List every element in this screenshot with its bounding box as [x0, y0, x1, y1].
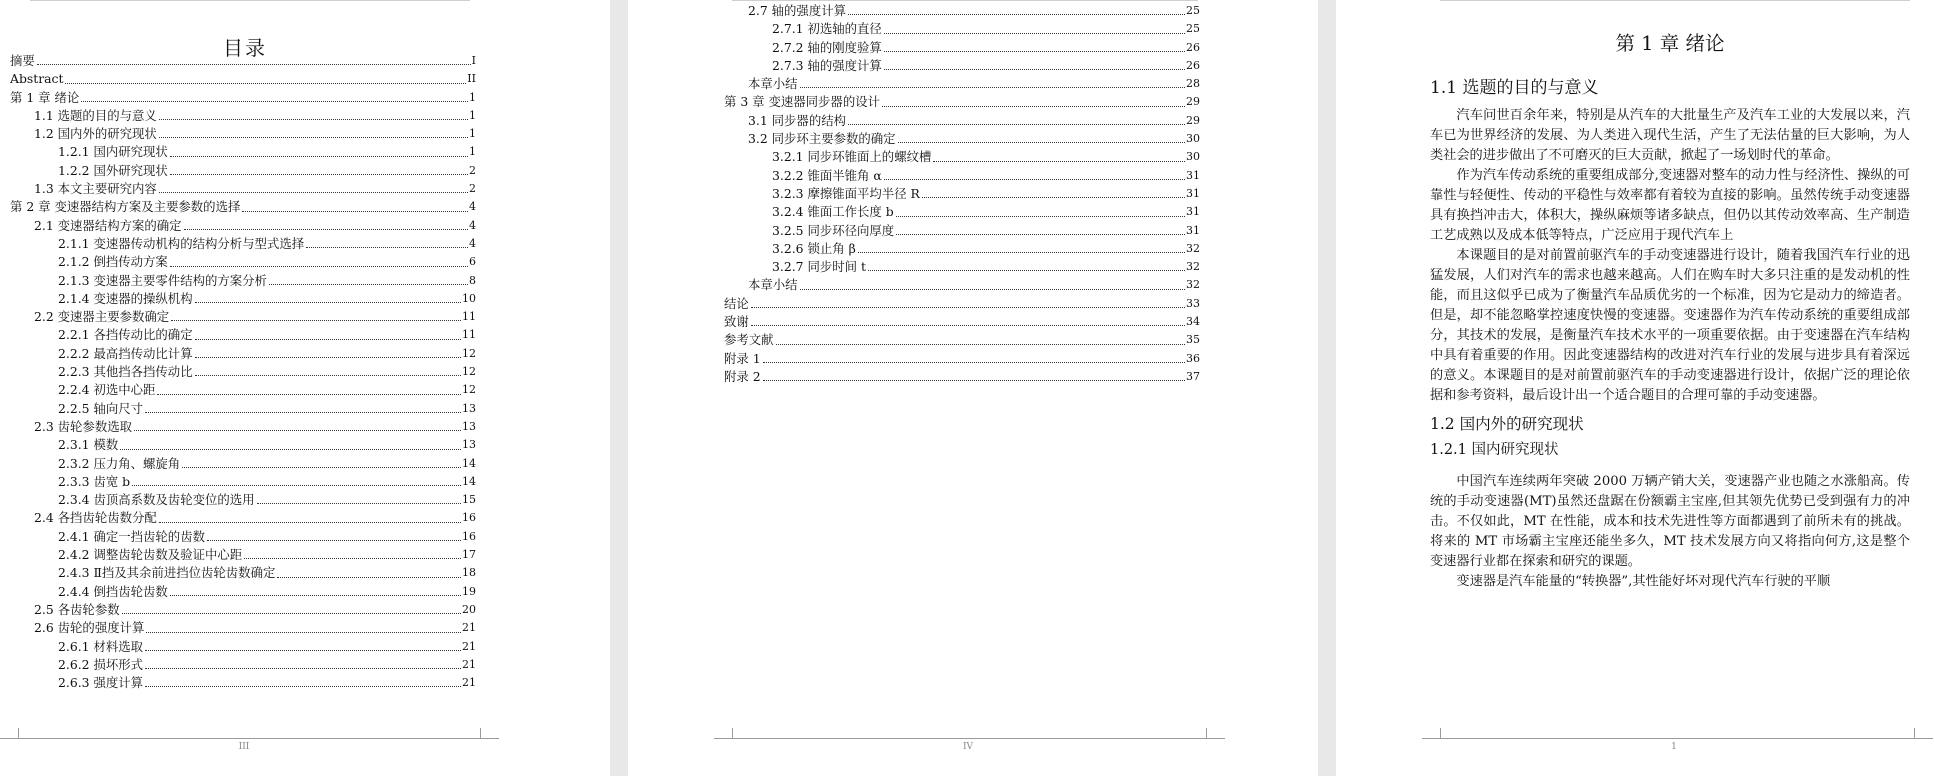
toc-entry-title: 2.2 变速器主要参数确定 — [34, 309, 170, 325]
toc-entry-title: 附录 1 — [724, 350, 761, 366]
toc-entry-title: 1.2 国内外的研究现状 — [34, 126, 157, 142]
toc-leader-dots — [195, 356, 461, 358]
toc-entry-title: 2.4.2 调整齿轮齿数及验证中心距 — [58, 547, 243, 563]
toc-entry-page: 11 — [462, 328, 476, 342]
toc-entry-title: 2.1.2 倒挡传动方案 — [58, 254, 168, 270]
toc-entry-title: 2.1 变速器结构方案的确定 — [34, 217, 182, 233]
toc-entry-title: 2.6.3 强度计算 — [58, 675, 144, 691]
toc-entry-title: 2.7 轴的强度计算 — [748, 3, 846, 18]
toc-entry[interactable] — [724, 222, 1200, 240]
toc-leader-dots — [896, 215, 1185, 217]
toc-entry-title: 2.3.2 压力角、螺旋角 — [58, 455, 181, 471]
toc-entry[interactable] — [724, 350, 1200, 368]
toc-leader-dots — [898, 141, 1185, 143]
footer-rule — [732, 738, 1206, 739]
toc-leader-dots — [159, 136, 468, 138]
toc-entry[interactable] — [10, 345, 476, 363]
toc-leader-dots — [182, 466, 461, 468]
toc-entry-page: 25 — [1186, 22, 1200, 36]
toc-entry[interactable] — [10, 52, 476, 70]
toc-entry[interactable] — [10, 198, 476, 216]
toc-entry[interactable] — [10, 400, 476, 418]
toc-entry-title: 2.7.3 轴的强度计算 — [772, 57, 882, 73]
toc-leader-dots — [884, 50, 1185, 52]
toc-leader-dots — [170, 594, 461, 596]
toc-entry[interactable] — [10, 308, 476, 326]
toc-entry-title: 2.1.4 变速器的操纵机构 — [58, 290, 193, 306]
toc-entry-page: 34 — [1186, 315, 1200, 329]
toc-entry-title: 2.4 各挡齿轮齿数分配 — [34, 510, 157, 526]
toc-entry[interactable] — [10, 528, 476, 546]
toc-entry-title: 3.2.4 锥面工作长度 b — [772, 204, 894, 220]
toc-entry-title: 3.2.2 锥面半锥角 α — [772, 167, 882, 183]
crop-mark — [714, 728, 733, 739]
toc-entry[interactable] — [10, 125, 476, 143]
toc-entry-page: 1 — [469, 145, 476, 159]
toc-leader-dots — [751, 306, 1185, 308]
toc-entry-page: 32 — [1186, 278, 1200, 292]
toc-leader-dots — [37, 63, 471, 65]
toc-entry-page: 31 — [1186, 186, 1200, 200]
toc-entry-page: 21 — [462, 621, 476, 635]
crop-mark — [1422, 728, 1441, 739]
toc-entry[interactable] — [10, 491, 476, 509]
toc-entry-title: Abstract — [10, 71, 64, 87]
toc-leader-dots — [868, 269, 1185, 271]
toc-entry[interactable] — [10, 253, 476, 271]
toc-entry-page: 4 — [469, 218, 476, 232]
toc-leader-dots — [306, 246, 468, 248]
toc-entry-page: 21 — [462, 676, 476, 690]
toc-entry[interactable] — [10, 656, 476, 674]
toc-entry[interactable] — [10, 638, 476, 656]
toc-leader-dots — [157, 393, 461, 395]
toc-entry-title: 2.4.1 确定一挡齿轮的齿数 — [58, 528, 205, 544]
toc-entry-title: 2.3 齿轮参数选取 — [34, 418, 132, 434]
toc-entry[interactable] — [10, 619, 476, 637]
toc-entry-page: 12 — [462, 383, 476, 397]
toc-entry-title: 3.2.5 同步环径向厚度 — [772, 222, 895, 238]
toc-leader-dots — [751, 324, 1185, 326]
toc-entry[interactable] — [10, 674, 476, 692]
toc-entry-page: 36 — [1186, 351, 1200, 365]
toc-entry[interactable] — [10, 436, 476, 454]
toc-entry-page: I — [471, 54, 476, 67]
toc-entry-page: 30 — [1186, 150, 1200, 164]
toc-entry[interactable] — [724, 75, 1200, 93]
toc-entry-page: 26 — [1186, 40, 1200, 54]
toc-leader-dots — [244, 557, 461, 559]
toc-entry[interactable] — [10, 162, 476, 180]
crop-mark — [1914, 728, 1933, 739]
toc-entry-page: 10 — [462, 291, 476, 305]
toc-entry[interactable] — [10, 326, 476, 344]
toc-entry-title: 2.2.5 轴向尺寸 — [58, 400, 144, 416]
toc-entry-title: 2.4.3 Ⅱ挡及其余前进挡位齿轮齿数确定 — [58, 565, 276, 581]
toc-entry-page: 25 — [1186, 4, 1200, 17]
section-heading-1-2: 1.2 国内外的研究现状 — [1430, 415, 1584, 433]
toc-entry[interactable] — [724, 185, 1200, 203]
toc-entry-page: 31 — [1186, 223, 1200, 237]
toc-entry[interactable] — [724, 93, 1200, 111]
toc-entry-page: 12 — [462, 365, 476, 379]
toc-leader-dots — [763, 379, 1185, 381]
toc-entry-page: 20 — [462, 602, 476, 616]
toc-entry-title: 第 2 章 变速器结构方案及主要参数的选择 — [10, 199, 241, 215]
toc-entry-page: 1 — [469, 90, 476, 104]
toc-leader-dots — [145, 667, 461, 669]
toc-leader-dots — [242, 210, 468, 212]
toc-entry[interactable] — [10, 564, 476, 582]
toc-leader-dots — [858, 251, 1185, 253]
toc-entry[interactable] — [10, 89, 476, 107]
toc-entry[interactable] — [724, 368, 1200, 386]
toc-entry-page: 14 — [462, 456, 476, 470]
toc-list — [10, 52, 476, 692]
toc-entry-title: 第 1 章 绪论 — [10, 89, 80, 105]
toc-leader-dots — [269, 283, 468, 285]
header-rule — [732, 0, 1198, 1]
toc-entry-title: 3.2.1 同步环锥面上的螺纹槽 — [772, 149, 932, 165]
toc-list — [724, 2, 1200, 386]
toc-entry-title: 2.5 各齿轮参数 — [34, 601, 120, 617]
toc-leader-dots — [776, 343, 1185, 345]
subsection-heading-1-2-1: 1.2.1 国内研究现状 — [1430, 442, 1559, 458]
toc-leader-dots — [170, 173, 468, 175]
toc-entry-page: 18 — [462, 566, 476, 580]
toc-entry[interactable] — [10, 290, 476, 308]
toc-leader-dots — [195, 301, 461, 303]
toc-entry[interactable] — [724, 57, 1200, 75]
toc-entry[interactable] — [724, 148, 1200, 166]
toc-leader-dots — [882, 105, 1185, 107]
toc-entry-title: 参考文献 — [724, 332, 774, 348]
toc-entry[interactable] — [724, 295, 1200, 313]
toc-entry-page: 13 — [462, 419, 476, 433]
toc-entry[interactable] — [724, 167, 1200, 185]
toc-leader-dots — [848, 123, 1185, 125]
toc-leader-dots — [207, 539, 461, 541]
toc-entry-title: 3.2.6 锁止角 β — [772, 240, 856, 256]
toc-entry-title: 3.2.3 摩擦锥面平均半径 R — [772, 185, 920, 201]
document-page-toc-2 — [628, 0, 1318, 776]
toc-entry-page: 33 — [1186, 296, 1200, 310]
toc-entry-page: 19 — [462, 584, 476, 598]
toc-entry-page: 2 — [469, 182, 476, 196]
toc-entry-title: 3.2.7 同步时间 t — [772, 259, 866, 275]
toc-entry[interactable] — [10, 180, 476, 198]
toc-entry-title: 摘要 — [10, 53, 35, 68]
toc-entry-title: 3.1 同步器的结构 — [748, 112, 846, 128]
toc-entry-title: 2.7.2 轴的刚度验算 — [772, 39, 882, 55]
toc-leader-dots — [145, 649, 461, 651]
toc-leader-dots — [195, 374, 461, 376]
toc-entry-title: 2.2.3 其他挡各挡传动比 — [58, 364, 193, 380]
crop-mark — [0, 728, 19, 739]
toc-entry-title: 结论 — [724, 295, 749, 311]
toc-entry-title: 2.3.1 模数 — [58, 437, 119, 453]
toc-entry[interactable] — [10, 235, 476, 253]
toc-leader-dots — [184, 228, 468, 230]
toc-leader-dots — [884, 178, 1185, 180]
toc-entry-page: 15 — [462, 493, 476, 507]
section-heading-1-1: 1.1 选题的目的与意义 — [1430, 78, 1599, 98]
toc-entry[interactable] — [724, 39, 1200, 57]
toc-entry-page: 2 — [469, 163, 476, 177]
toc-leader-dots — [81, 100, 468, 102]
paragraph: 中国汽车连续两年突破 2000 万辆产销大关，变速器产业也随之水涨船高。传统的手动变速器(MT)虽然还盘踞在份额霸主宝座,但其领先优势已受到强有力的冲击。不仅如此，MT 在性能，成本和技术先进性等方面都遇到了前所未有的挑战。将来的 MT 市场霸主宝座还能坐多久，MT 技术发展方向又将指向何方,这是整个变速器行业都在探索和研究的课题。 — [1430, 474, 1910, 569]
toc-leader-dots — [159, 521, 461, 523]
toc-leader-dots — [145, 411, 461, 413]
toc-entry-page: 29 — [1186, 95, 1200, 109]
toc-entry-page: 16 — [462, 511, 476, 525]
toc-entry-title: 2.2.2 最高挡传动比计算 — [58, 345, 193, 361]
toc-entry-page: 1 — [469, 127, 476, 141]
toc-entry[interactable] — [724, 203, 1200, 221]
toc-entry-title: 本章小结 — [748, 76, 798, 92]
toc-entry-title: 2.6.1 材料选取 — [58, 638, 144, 654]
toc-entry-title: 2.6.2 损坏形式 — [58, 656, 144, 672]
toc-leader-dots — [884, 68, 1185, 70]
toc-entry[interactable] — [10, 601, 476, 619]
toc-entry-page: 21 — [462, 657, 476, 671]
toc-leader-dots — [170, 265, 468, 267]
toc-leader-dots — [848, 13, 1185, 15]
toc-entry-page: 32 — [1186, 260, 1200, 274]
paragraph: 汽车问世百余年来，特别是从汽车的大批量生产及汽车工业的大发展以来，汽车已为世界经济的发展、为人类进入现代生活，产生了无法估量的巨大影响，为人类社会的进步做出了不可磨灭的巨大贡献，掀起了一场划时代的革命。 — [1430, 108, 1910, 163]
toc-entry[interactable] — [724, 130, 1200, 148]
toc-entry[interactable] — [10, 583, 476, 601]
toc-entry-title: 1.2.2 国外研究现状 — [58, 162, 168, 178]
toc-leader-dots — [171, 319, 461, 321]
toc-entry[interactable] — [10, 272, 476, 290]
page-number: III — [238, 742, 250, 752]
toc-entry[interactable] — [10, 143, 476, 161]
toc-entry-title: 3.2 同步环主要参数的确定 — [748, 131, 896, 147]
toc-leader-dots — [922, 196, 1185, 198]
crop-mark — [1206, 728, 1225, 739]
toc-entry-title: 2.2.1 各挡传动比的确定 — [58, 327, 193, 343]
toc-entry[interactable] — [724, 258, 1200, 276]
toc-entry-page: 13 — [462, 401, 476, 415]
toc-entry-page: 11 — [462, 310, 476, 324]
toc-entry-title: 致谢 — [724, 314, 749, 330]
toc-entry[interactable] — [10, 546, 476, 564]
toc-entry-page: 31 — [1186, 168, 1200, 182]
toc-entry-page: 14 — [462, 474, 476, 488]
paragraph: 作为汽车传动系统的重要组成部分,变速器对整车的动力性与经济性、操纵的可靠性与轻便性、传动的平稳性与效率都有着较为直接的影响。虽然传统手动变速器具有换挡冲击大，体积大，操纵麻烦等诸多缺点，但仍以其传动效率高、生产制造工艺成熟以及成本低等特点，广泛应用于现代汽车上 — [1430, 168, 1910, 243]
toc-entry-page: 1 — [469, 108, 476, 122]
paragraph: 变速器是汽车能量的“转换器”,其性能好坏对现代汽车行驶的平顺 — [1456, 574, 1831, 589]
toc-entry-page: 35 — [1186, 333, 1200, 347]
toc-entry-title: 2.3.3 齿宽 b — [58, 473, 131, 489]
toc-entry-title: 1.3 本文主要研究内容 — [34, 181, 157, 197]
page-number: IV — [962, 742, 974, 752]
header-rule — [30, 0, 470, 1]
toc-entry-page: 26 — [1186, 58, 1200, 72]
toc-leader-dots — [277, 576, 461, 578]
toc-entry-title: 2.4.4 倒挡齿轮齿数 — [58, 583, 168, 599]
toc-leader-dots — [159, 191, 468, 193]
crop-mark — [480, 728, 499, 739]
toc-entry-title: 附录 2 — [724, 368, 761, 384]
toc-leader-dots — [120, 448, 461, 450]
document-page-chapter-1 — [1336, 0, 1934, 776]
toc-entry[interactable] — [10, 418, 476, 436]
toc-entry[interactable] — [724, 331, 1200, 349]
toc-entry[interactable] — [10, 381, 476, 399]
toc-entry[interactable] — [10, 217, 476, 235]
chapter-title: 第 1 章 绪论 — [1615, 32, 1725, 55]
toc-entry[interactable] — [10, 107, 476, 125]
toc-entry-title: 2.7.1 初选轴的直径 — [772, 21, 882, 37]
toc-entry-page: 28 — [1186, 77, 1200, 91]
page-body — [1430, 0, 1910, 592]
toc-entry[interactable] — [724, 112, 1200, 130]
toc-title: 目录 — [223, 36, 267, 60]
toc-entry[interactable] — [724, 20, 1200, 38]
toc-entry-page: 21 — [462, 639, 476, 653]
toc-entry-title: 1.1 选题的目的与意义 — [34, 107, 157, 123]
toc-entry-page: 13 — [462, 438, 476, 452]
footer-rule — [18, 738, 480, 739]
toc-entry-page: 30 — [1186, 132, 1200, 146]
toc-entry-page: 6 — [469, 255, 476, 269]
toc-leader-dots — [65, 82, 466, 84]
toc-entry-title: 2.2.4 初选中心距 — [58, 382, 156, 398]
toc-entry-page: 4 — [469, 200, 476, 214]
footer-rule — [1440, 738, 1914, 739]
toc-entry-title: 2.1.3 变速器主要零件结构的方案分析 — [58, 272, 267, 288]
toc-leader-dots — [145, 685, 461, 687]
toc-entry-title: 2.1.1 变速器传动机构的结构分析与型式选择 — [58, 235, 305, 251]
toc-entry-page: 4 — [469, 236, 476, 250]
toc-entry[interactable] — [10, 363, 476, 381]
toc-entry-page: 37 — [1186, 369, 1200, 383]
toc-entry-page: 31 — [1186, 205, 1200, 219]
toc-leader-dots — [763, 361, 1185, 363]
toc-leader-dots — [800, 86, 1185, 88]
toc-entry-title: 本章小结 — [748, 277, 798, 293]
toc-leader-dots — [884, 32, 1185, 34]
toc-entry-page: 29 — [1186, 113, 1200, 127]
toc-entry-title: 2.3.4 齿顶高系数及齿轮变位的选用 — [58, 492, 255, 508]
toc-leader-dots — [257, 502, 461, 504]
toc-leader-dots — [170, 155, 468, 157]
toc-entry-title: 2.6 齿轮的强度计算 — [34, 620, 145, 636]
toc-entry-page: 16 — [462, 529, 476, 543]
toc-leader-dots — [195, 338, 461, 340]
toc-leader-dots — [146, 631, 461, 633]
toc-leader-dots — [122, 612, 461, 614]
toc-entry-page: 8 — [469, 273, 476, 287]
document-page-toc-1 — [0, 0, 610, 776]
toc-leader-dots — [159, 118, 468, 120]
toc-entry[interactable] — [724, 240, 1200, 258]
toc-entry[interactable] — [10, 473, 476, 491]
toc-entry-title: 第 3 章 变速器同步器的设计 — [724, 94, 880, 110]
toc-entry[interactable] — [10, 455, 476, 473]
toc-leader-dots — [800, 288, 1185, 290]
toc-entry[interactable] — [724, 276, 1200, 294]
toc-entry-page: 32 — [1186, 241, 1200, 255]
page-number: 1 — [1671, 742, 1677, 752]
toc-entry-page: 17 — [462, 548, 476, 562]
toc-entry-page: 12 — [462, 346, 476, 360]
toc-entry[interactable] — [724, 2, 1200, 20]
toc-entry[interactable] — [724, 313, 1200, 331]
paragraph: 本课题目的是对前置前驱汽车的手动变速器进行设计，随着我国汽车行业的迅猛发展，人们对汽车的需求也越来越高。人们在购车时大多只注重的是发动机的性能，而且这似乎已成为了衡量汽车品质优劣的一个标准，因为它是动力的缔造者。但是，却不能忽略掌控速度快慢的变速器。变速器作为汽车传动系统的重要组成部分，其技术的发展，是衡量汽车技术水平的一项重要依据。由于变速器在汽车结构中具有着重要的作用。因此变速器结构的改进对汽车行业的发展与进步具有着深远的意义。本课题目的是对前置前驱汽车的手动变速器进行设计，依据广泛的理论依据和参考资料，最后设计出一个适合题目的合理可靠的手动变速器。 — [1430, 248, 1910, 403]
toc-leader-dots — [134, 429, 461, 431]
toc-entry[interactable] — [10, 70, 476, 88]
toc-entry-page: II — [467, 72, 476, 86]
toc-entry[interactable] — [10, 509, 476, 527]
toc-leader-dots — [132, 484, 461, 486]
toc-leader-dots — [896, 233, 1185, 235]
toc-entry-title: 1.2.1 国内研究现状 — [58, 144, 168, 160]
toc-leader-dots — [933, 160, 1185, 162]
